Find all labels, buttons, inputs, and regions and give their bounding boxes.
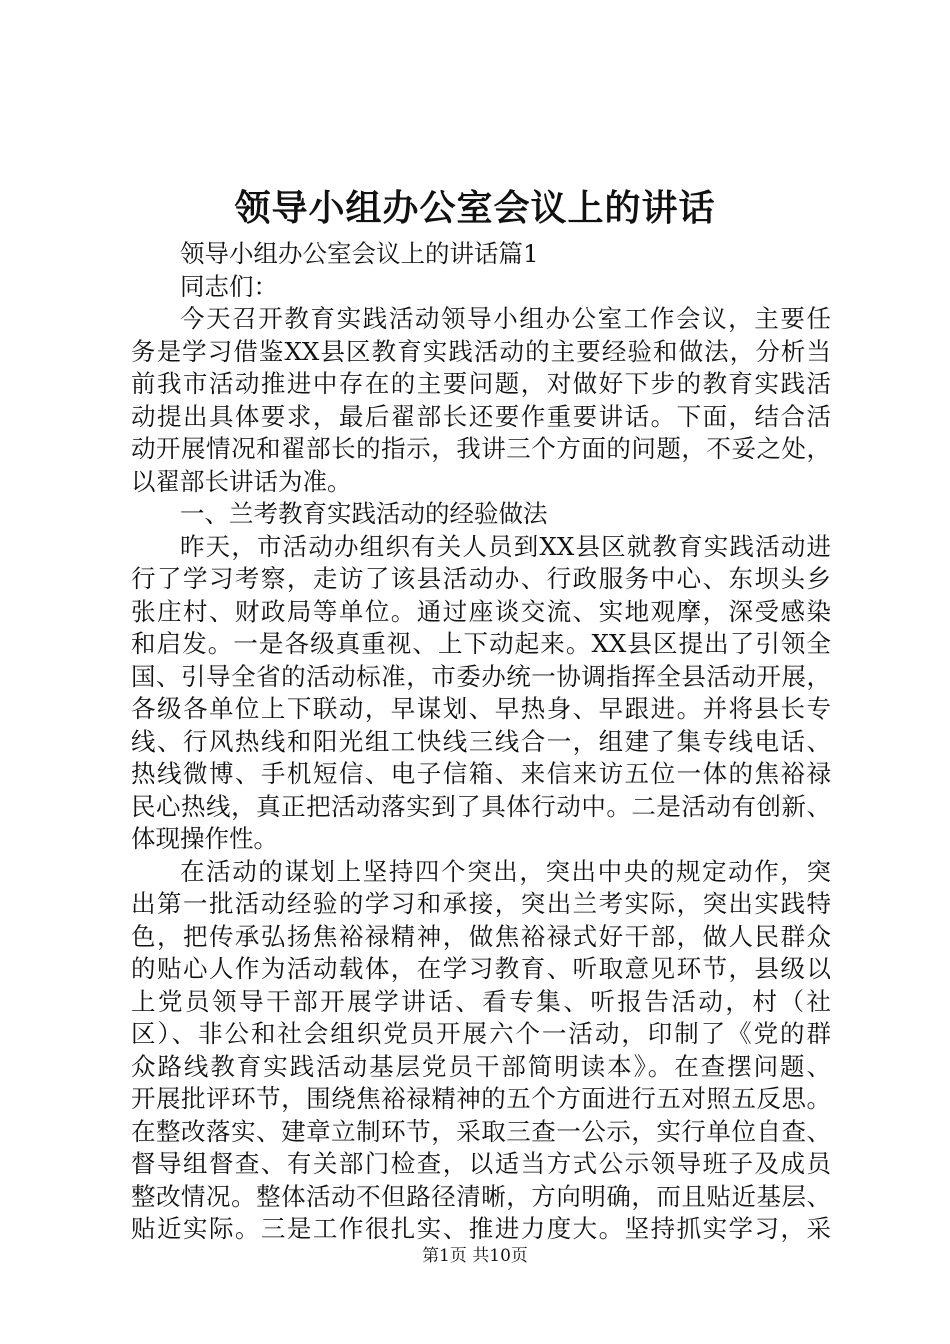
text-line: 动提出具体要求，最后翟部长还要作重要讲话。下面，结合活: [131, 401, 831, 431]
text-line: 在整改落实、建章立制环节，采取三查一公示，实行单位自查、: [131, 1116, 831, 1146]
text-line: 线、行风热线和阳光组工快线三线合一，组建了集专线电话、: [131, 726, 831, 756]
text-line: 以翟部长讲话为准。: [131, 466, 352, 496]
text-line: 的贴心人作为活动载体，在学习教育、听取意见环节，县级以: [131, 954, 831, 983]
text-line: 领导小组办公室会议上的讲话篇1: [180, 239, 539, 268]
text-line: 众路线教育实践活动基层党员干部简明读本》。在查摆问题、: [131, 1051, 831, 1081]
document-body: [131, 238, 831, 1246]
text-line: 区）、非公和社会组织党员开展六个一活动，印制了《党的群: [131, 1019, 831, 1048]
text-line: 各级各单位上下联动，早谋划、早热身、早跟进。并将县长专: [131, 694, 831, 723]
text-line: 上党员领导干部开展学讲话、看专集、听报告活动，村（社: [131, 986, 831, 1016]
text-line: 动开展情况和翟部长的指示，我讲三个方面的问题，不妥之处，: [131, 434, 831, 463]
text-line: 色，把传承弘扬焦裕禄精神，做焦裕禄式好干部，做人民群众: [131, 921, 831, 951]
text-line: 行了学习考察，走访了该县活动办、行政服务中心、东坝头乡: [131, 564, 831, 593]
text-line: 国、引导全省的活动标准，市委办统一协调指挥全县活动开展，: [131, 661, 831, 691]
text-line: 前我市活动推进中存在的主要问题，对做好下步的教育实践活: [131, 369, 831, 398]
text-line: 在活动的谋划上坚持四个突出，突出中央的规定动作，突: [180, 856, 831, 886]
text-line: 同志们：: [180, 271, 278, 301]
text-line: 张庄村、财政局等单位。通过座谈交流、实地观摩，深受感染: [131, 596, 831, 626]
text-line: 和启发。一是各级真重视、上下动起来。XX县区提出了引领全: [131, 629, 831, 658]
text-line: 务是学习借鉴XX县区教育实践活动的主要经验和做法，分析当: [131, 336, 831, 366]
text-line: 出第一批活动经验的学习和承接，突出兰考实际，突出实践特: [131, 889, 831, 918]
text-line: 开展批评环节，围绕焦裕禄精神的五个方面进行五对照五反思。: [131, 1084, 831, 1113]
text-line: 督导组督查、有关部门检查，以适当方式公示领导班子及成员: [131, 1149, 831, 1178]
text-line: 一、兰考教育实践活动的经验做法: [180, 499, 548, 528]
page-footer: 第1页 共10页: [422, 1246, 528, 1266]
text-line: 昨天，市活动办组织有关人员到XX县区就教育实践活动进: [180, 531, 831, 561]
text-line: 民心热线，真正把活动落实到了具体行动中。二是活动有创新、: [131, 791, 831, 821]
text-line: 贴近实际。三是工作很扎实、推进力度大。坚持抓实学习，采: [131, 1214, 831, 1243]
text-line: 今天召开教育实践活动领导小组办公室工作会议，主要任: [180, 304, 831, 333]
text-line: 整改情况。整体活动不但路径清晰，方向明确，而且贴近基层、: [131, 1181, 831, 1211]
text-line: 热线微博、手机短信、电子信箱、来信来访五位一体的焦裕禄: [131, 759, 831, 788]
text-line: 体现操作性。: [131, 824, 278, 853]
document-title: 领导小组办公室会议上的讲话: [234, 187, 716, 229]
